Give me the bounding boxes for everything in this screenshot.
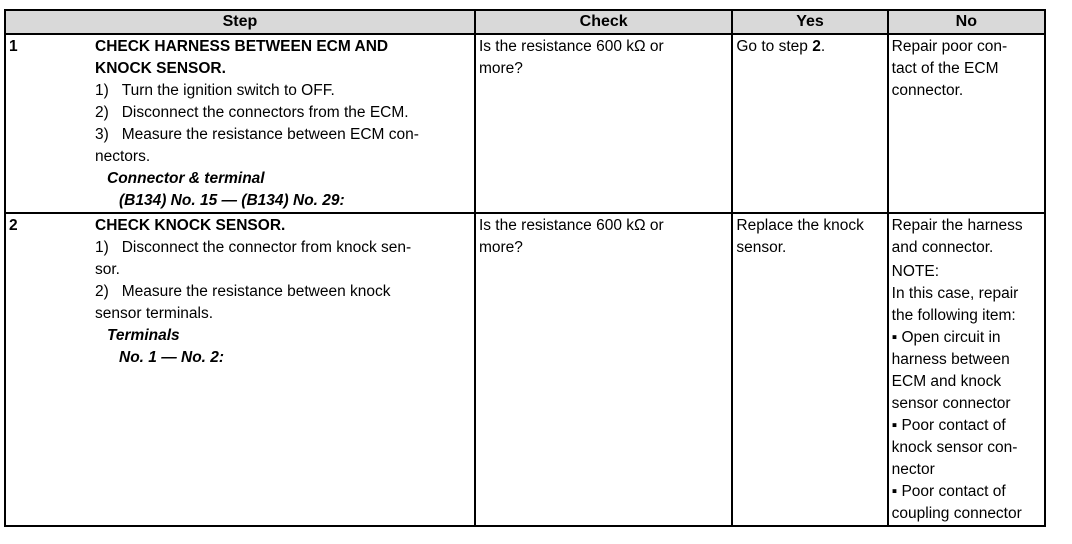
header-row [5,10,1045,34]
check-text: more? [478,60,523,77]
no-text: Repair the harness [891,217,1023,234]
instruction-line: 1) Disconnect the connector from knock sen- [95,239,412,256]
note-text: the following item: [891,307,1016,324]
no-text: tact of the ECM [891,60,999,77]
yes-cell [732,213,887,526]
yes-text: Go to step [736,38,813,55]
bullet-line: ECM and knock [891,373,1002,390]
yes-text: sensor. [736,239,787,256]
check-text: more? [478,239,523,256]
bullet-line: ▪ Poor contact of [891,483,1006,500]
yes-text: Replace the knock [736,217,864,234]
table-row [5,34,1045,213]
instruction-line: 3) Measure the resistance between ECM con- [95,126,419,143]
bullet-line: sensor connector [891,395,1011,412]
header-check: Check [475,10,732,34]
note-text: In this case, repair [891,285,1019,302]
step-reference: 2 [812,38,821,55]
bullet-line: ▪ Poor contact of [891,417,1006,434]
spec-label: Terminals [107,327,180,344]
header-step: Step [5,10,475,34]
instruction-line: 2) Disconnect the connectors from the ECM. [95,104,409,121]
instruction-line: nectors. [95,148,151,165]
step-title: CHECK HARNESS BETWEEN ECM AND [95,38,389,55]
step-cell [5,34,475,213]
check-text: Is the resistance 600 kΩ or [478,217,664,234]
step-number: 1 [9,38,18,55]
step-title: CHECK KNOCK SENSOR. [95,217,286,234]
yes-text: . [820,38,826,55]
check-cell [475,34,732,213]
bullet-line: ▪ Open circuit in [891,329,1001,346]
bullet-line: harness between [891,351,1010,368]
instruction-line: 2) Measure the resistance between knock [95,283,391,300]
step-number: 2 [9,217,18,234]
instruction-line: 1) Turn the ignition switch to OFF. [95,82,335,99]
instruction-line: sor. [95,261,120,278]
check-text: Is the resistance 600 kΩ or [478,38,664,55]
spec-value: No. 1 — No. 2: [119,349,225,366]
header-no: No [888,10,1045,34]
bullet-line: coupling connector [891,505,1022,522]
instruction-line: sensor terminals. [95,305,214,322]
table-row [5,213,1045,526]
step-title: KNOCK SENSOR. [95,60,226,77]
yes-cell [732,34,887,213]
bullet-line: knock sensor con- [891,439,1018,456]
spec-value: (B134) No. 15 — (B134) No. 29: [119,192,345,209]
no-text: Repair poor con- [891,38,1008,55]
no-text: connector. [891,82,964,99]
no-text: and connector. [891,239,994,256]
no-cell [888,213,1045,526]
no-cell [888,34,1045,213]
note-label: NOTE: [891,263,940,280]
diagnostic-table [4,9,1046,527]
header-yes: Yes [732,10,887,34]
check-cell [475,213,732,526]
spec-label: Connector & terminal [107,170,265,187]
bullet-line: nector [891,461,935,478]
step-cell [5,213,475,526]
